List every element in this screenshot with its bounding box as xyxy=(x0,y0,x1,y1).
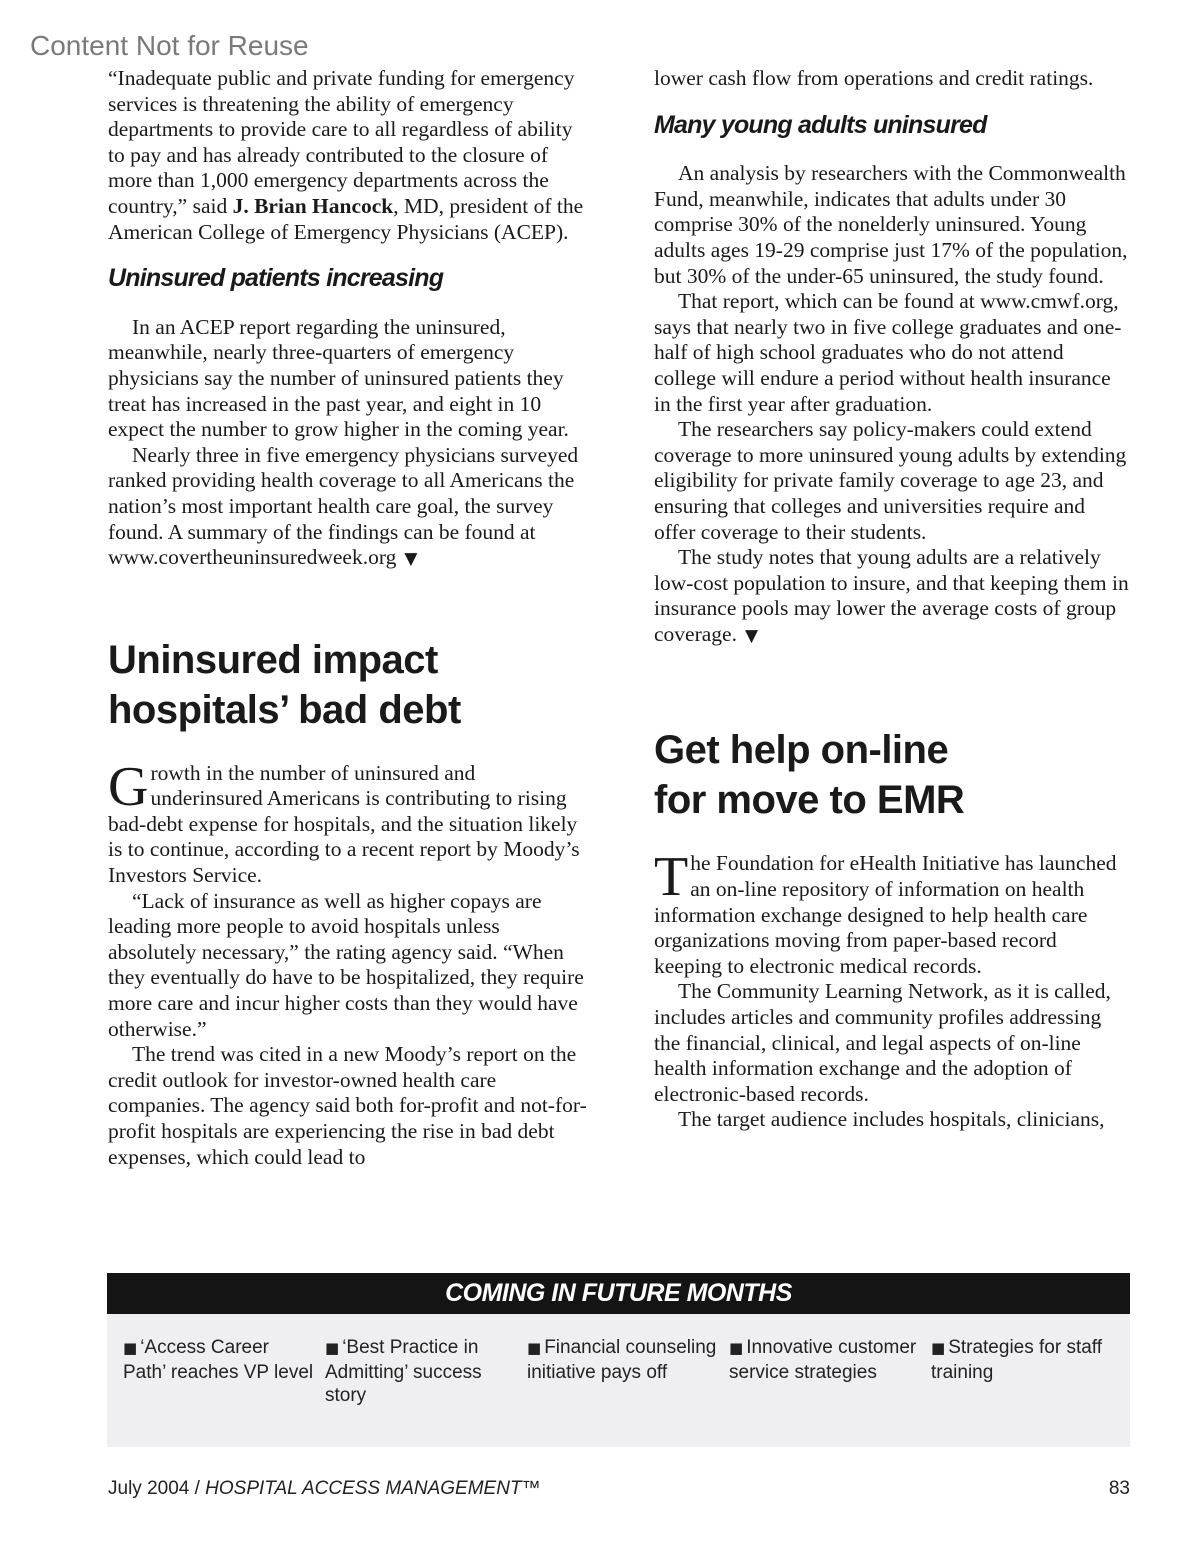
body-paragraph: The target audience includes hospitals, clinicians, xyxy=(678,1107,1105,1132)
future-item xyxy=(325,1336,517,1408)
body-paragraph: lower cash flow from operations and credit ratings. xyxy=(654,66,1094,90)
footer-date: July 2004 / xyxy=(108,1478,206,1499)
future-item-text: ‘Best Practice in Admitting’ success story xyxy=(325,1337,482,1406)
body-paragraph: “Lack of insurance as well as higher copays are leading more people to avoid hospitals unless absolutely necessary,” the rating agency said. “When they eventually do have to be hospitalized, they require more care and incur higher costs than they would have otherwise.” xyxy=(108,888,584,1041)
square-bullet-icon: ■ xyxy=(729,1339,744,1357)
body-paragraph xyxy=(108,755,588,889)
coming-in-future-months-box xyxy=(107,1273,1130,1447)
end-of-article-icon: ▼ xyxy=(744,625,759,646)
body-paragraph: An analysis by researchers with the Commonwealth Fund, meanwhile, indicates that adults under 30 comprise 30% of the nonelderly uninsured. Young adults ages 19-29 comprise just 17% of the population, but 30% of the under-65 uninsured, the study found. xyxy=(654,161,1128,288)
left-column xyxy=(108,66,588,1170)
future-months-header: COMING IN FUTURE MONTHS xyxy=(107,1273,1130,1314)
article-headline-bad-debt xyxy=(108,635,588,735)
speaker-name: J. Brian Hancock xyxy=(232,193,394,218)
drop-cap: T xyxy=(654,846,689,909)
future-item-text: Strategies for staff training xyxy=(931,1337,1103,1383)
body-paragraph: The trend was cited in a new Moody’s report on the credit outlook for investor-owned health care companies. The agency said both for-profit and not-for-profit hospitals are experiencing the rise in bad debt expenses, which could lead to xyxy=(108,1042,587,1169)
paragraph-text: The study notes that young adults are a relatively low-cost population to insure, and that keeping them in insurance pools may lower the average costs of group coverage. xyxy=(654,545,1129,646)
watermark: Content Not for Reuse xyxy=(30,30,309,61)
subhead-young-adults: Many young adults uninsured xyxy=(654,110,987,139)
future-item xyxy=(123,1336,315,1384)
body-paragraph: The researchers say policy-makers could extend coverage to more uninsured young adults by extending eligibility for private family coverage to age 23, and ensuring that colleges and universities require and offer coverage to their students. xyxy=(654,417,1127,544)
end-of-article-icon: ▼ xyxy=(404,549,418,570)
page-number: 83 xyxy=(1108,1478,1130,1499)
headline-line: for move to EMR xyxy=(654,778,965,823)
footer-publication-line xyxy=(108,1478,541,1500)
quote-paragraph xyxy=(108,66,588,245)
body-paragraph xyxy=(654,545,1130,649)
body-paragraph: That report, which can be found at www.cmwf.org, says that nearly two in five college graduates and one-half of high school graduates who do not attend college will endure a period without health insurance in the first year after graduation. xyxy=(654,289,1122,416)
subhead-uninsured-patients: Uninsured patients increasing xyxy=(108,264,444,293)
future-item xyxy=(729,1336,921,1384)
future-item-text: Financial counseling initiative pays off xyxy=(527,1337,717,1383)
headline-line: Uninsured impact xyxy=(108,637,438,682)
speaker-title: , MD, president of the American College of Emergency Physicians (ACEP). xyxy=(108,193,584,244)
paragraph-text: rowth in the number of uninsured and underinsured Americans is contributing to rising bad-debt expense for hospitals, and the situation likely is to continue, according to a recent report by Moody’s Investors Service. xyxy=(108,760,580,888)
future-item-text: Innovative customer service strategies xyxy=(729,1337,917,1383)
paragraph-text: he Foundation for eHealth Initiative has launched an on-line repository of information on health information exchange designed to help health care organizations moving from paper-based record keeping to electronic medical records. xyxy=(654,851,1117,978)
body-paragraph xyxy=(654,846,1130,979)
drop-cap: G xyxy=(108,755,149,818)
quote-text: “Inadequate public and private funding for emergency services is threatening the ability of emergency departments to provide care to all regardless of ability to pay and has already contributed to the closure of more than 1,000 emergency departments across the country,” said xyxy=(108,66,575,218)
future-item xyxy=(931,1336,1123,1384)
headline-line: Get help on-line xyxy=(654,728,949,773)
future-item xyxy=(527,1336,719,1384)
footer-publication-name: HOSPITAL ACCESS MANAGEMENT™ xyxy=(205,1478,541,1499)
body-paragraph: In an ACEP report regarding the uninsured, meanwhile, nearly three-quarters of emergency physicians say the number of uninsured patients they treat has increased in the past year, and eight in 10 expect the number to grow higher in the coming year. xyxy=(108,314,569,442)
square-bullet-icon: ■ xyxy=(123,1339,138,1357)
future-item-text: ‘Access Career Path’ reaches VP level xyxy=(123,1337,314,1383)
right-column xyxy=(654,66,1130,1133)
square-bullet-icon: ■ xyxy=(325,1339,340,1357)
square-bullet-icon: ■ xyxy=(931,1339,946,1357)
article-headline-emr xyxy=(654,725,1130,825)
paragraph-text: Nearly three in five emergency physicians surveyed ranked providing health coverage to all Americans the nation’s most important health care goal, the survey found. A summary of the findings can be found at www.covertheuninsuredweek.org xyxy=(108,442,579,570)
square-bullet-icon: ■ xyxy=(527,1339,542,1357)
body-paragraph xyxy=(108,443,588,573)
headline-line: hospitals’ bad debt xyxy=(108,687,461,732)
body-paragraph: The Community Learning Network, as it is called, includes articles and community profiles addressing the financial, clinical, and legal aspects of on-line health information exchange and the adoption of electronic-based records. xyxy=(654,979,1111,1106)
